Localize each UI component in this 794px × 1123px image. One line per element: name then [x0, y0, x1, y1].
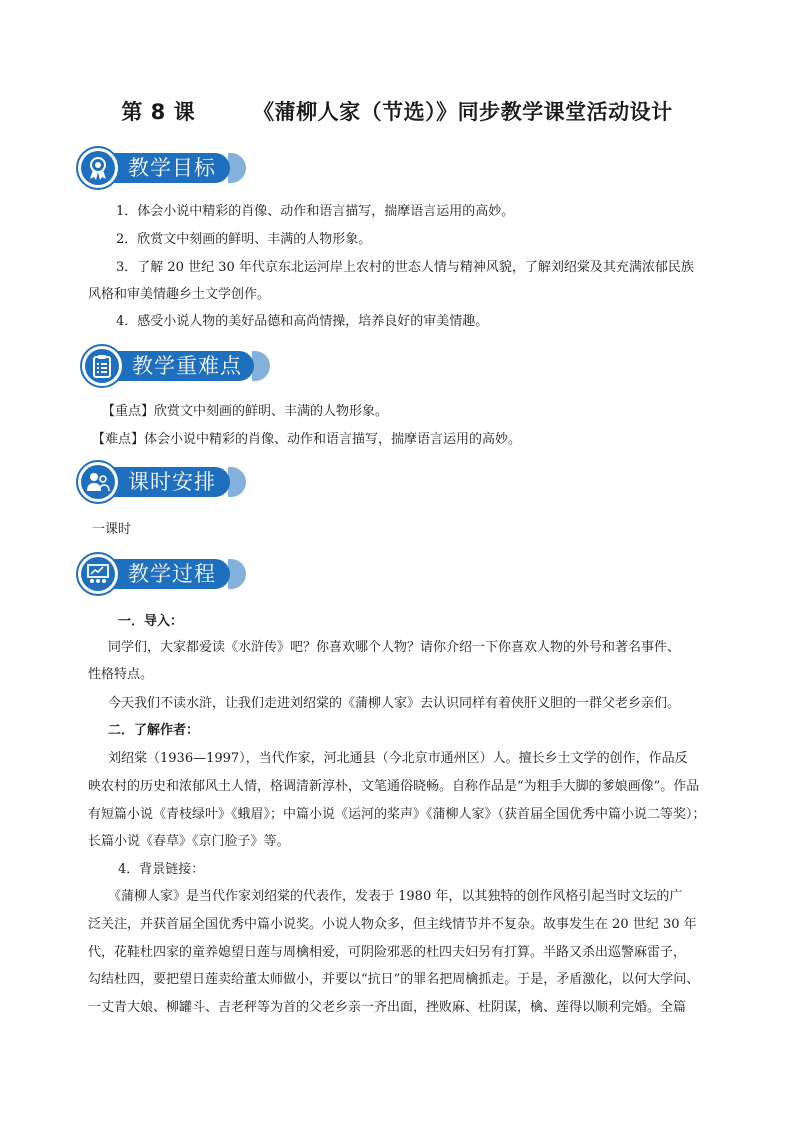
- background-line: 一丈青大娘、柳罐斗、吉老秤等为首的父老乡亲一齐出面，挫败麻、杜阴谋，檎、莲得以顺利完婚。全篇: [88, 1000, 687, 1015]
- section-heading: 教学重难点: [132, 354, 242, 378]
- intro-line: 同学们，大家都爱读《水浒传》吧？你喜欢哪个人物？请你介绍一下你喜欢人物的外号和著名事件、: [108, 640, 681, 655]
- section-banner-process: [76, 552, 246, 596]
- intro-line: 今天我们不读水浒，让我们走进刘绍棠的《蒲柳人家》去认识同样有着侠肝义胆的一群父老乡亲们。: [108, 696, 681, 711]
- lesson-name: 《蒲柳人家（节选）》同步教学课堂活动设计: [253, 100, 673, 124]
- author-line: 刘绍棠（1936—1997），当代作家，河北通县（今北京市通州区）人。擅长乡土文学的创作，作品反: [108, 751, 688, 766]
- intro-heading: 一．导入：: [118, 614, 184, 629]
- people-group-icon: [76, 460, 120, 504]
- key-point-focus: 【重点】欣赏文中刻画的鲜明、丰满的人物形象。: [102, 404, 389, 419]
- background-line: 《蒲柳人家》是当代作家刘绍棠的代表作，发表于 1980 年，以其独特的创作风格引起当时文坛的广: [108, 889, 683, 904]
- award-ribbon-icon: [76, 146, 120, 190]
- background-heading: 4．背景链接：: [118, 862, 205, 877]
- section-heading: 教学目标: [128, 156, 216, 180]
- page-title: [0, 96, 794, 126]
- author-line: 有短篇小说《青枝绿叶》《蛾眉》；中篇小说《运河的桨声》《蒲柳人家》（获首届全国优秀中篇小说二等奖）；: [88, 807, 706, 822]
- lesson-number: 第 8 课: [121, 100, 196, 124]
- author-heading: 二．了解作者：: [108, 723, 200, 738]
- background-line: 泛关注，并获首届全国优秀中篇小说奖。小说人物众多，但主线情节并不复杂。故事发生在 20 世纪 30 年: [88, 917, 697, 932]
- goal-item: 3．了解 20 世纪 30 年代京东北运河岸上农村的世态人情与精神风貌，了解刘绍棠及其充满浓郁民族: [116, 260, 694, 275]
- section-banner-key-points: [80, 344, 270, 388]
- key-point-difficulty: 【难点】体会小说中精彩的肖像、动作和语言描写，揣摩语言运用的高妙。: [92, 432, 522, 447]
- background-line: 代，花鞋杜四家的童养媳望日莲与周檎相爱，可阴险邪恶的杜四夫妇另有打算。半路又杀出巡警麻雷子，: [88, 945, 687, 960]
- section-banner-goals: [76, 146, 246, 190]
- section-heading: 课时安排: [128, 470, 216, 494]
- schedule-text: 一课时: [92, 522, 132, 537]
- presentation-board-icon: [76, 552, 120, 596]
- intro-line: 性格特点。: [88, 667, 154, 682]
- author-line: 长篇小说《春草》《京门脸子》等。: [88, 834, 290, 849]
- background-line: 勾结杜四，要把望日莲卖给董太师做小，并要以“抗日”的罪名把周檎抓走。于是，矛盾激化，以何大学问、: [88, 972, 700, 987]
- section-banner-schedule: [76, 460, 246, 504]
- clipboard-checklist-icon: [80, 344, 124, 388]
- goal-item: 2．欣赏文中刻画的鲜明、丰满的人物形象。: [116, 232, 372, 247]
- section-heading: 教学过程: [128, 562, 216, 586]
- author-line: 映农村的历史和浓郁风土人情，格调清新淳朴，文笔通俗晓畅。自称作品是“为粗手大脚的爹娘画像”。作品: [88, 779, 700, 794]
- goal-item: 1．体会小说中精彩的肖像、动作和语言描写，揣摩语言运用的高妙。: [116, 204, 515, 219]
- goal-item: 4．感受小说人物的美好品德和高尚情操，培养良好的审美情趣。: [116, 314, 489, 329]
- goal-item: 风格和审美情趣乡土文学创作。: [88, 287, 271, 302]
